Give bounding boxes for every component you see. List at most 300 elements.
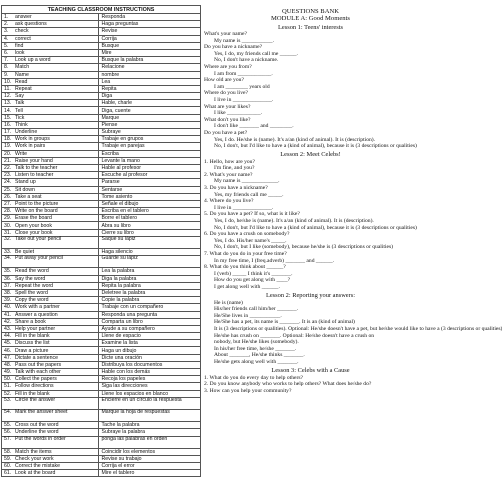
spanish-cell: Haga un dibujo [99,347,201,354]
table-row [2,333,201,340]
row-number: 9. [4,71,9,78]
row-number: 58. [4,448,12,455]
row-number: 20. [4,150,12,157]
english-instruction: Put away your pencil [15,255,63,262]
english-cell [2,470,99,477]
row-number: 48. [4,361,12,368]
english-cell [2,340,99,347]
english-cell [2,256,99,268]
english-cell [2,100,99,107]
english-instruction: Read [15,78,28,85]
row-number: 50. [4,376,12,383]
lesson3-list [204,375,417,395]
spanish-cell: Hable al profesor [99,164,201,171]
table-row [2,369,201,376]
row-number: 4. [4,35,9,42]
spanish-cell: Cierre su libro [99,229,201,236]
row-number: 38. [4,290,12,297]
spanish-cell: Responda una pregunta [99,311,201,318]
english-cell [2,164,99,171]
table-row [2,455,201,462]
table-row [2,318,201,325]
english-instruction: Stand up [15,179,36,186]
spanish-cell: Mire el tablero [99,470,201,477]
row-number: 15. [4,114,12,121]
spanish-cell: Diga, cuente [99,107,201,114]
spanish-cell: Borre el tablero [99,215,201,222]
english-cell [2,333,99,340]
table-row [2,164,201,171]
english-cell [2,354,99,361]
english-instruction: Say the word [15,275,46,282]
table-row [2,121,201,128]
question-line: Yes, I do, my friends call me ______. [214,50,298,57]
english-instruction: Repeat [15,85,32,92]
table-row [2,236,201,248]
spanish-cell: Escriba [99,150,201,157]
english-instruction: correct [15,35,31,42]
question-line: My name is ___________. [214,37,274,44]
question-line: Yes, my friends call me _____. [214,191,284,198]
spanish-cell: Repita la palabra [99,282,201,289]
english-instruction: look [15,50,25,57]
english-instruction: Share a book [15,318,46,325]
english-cell [2,129,99,136]
question-line: 1. Hello, how are you? [204,158,255,165]
table-row [2,383,201,390]
english-cell [2,64,99,71]
row-number: 47. [4,354,12,361]
row-number: 41. [4,311,12,318]
spanish-cell: Siga las direcciones [99,383,201,390]
english-cell [2,436,99,448]
spanish-cell: Haga preguntas [99,21,201,28]
english-cell [2,85,99,92]
english-instruction: Work with a partner [15,304,60,311]
english-cell [2,463,99,470]
question-line: Where do you live? [204,90,248,97]
row-number: 54. [4,408,12,415]
table-row [2,14,201,21]
english-instruction: Circle the answer [15,396,56,403]
table-row [2,215,201,222]
spanish-cell: Busque [99,42,201,49]
questions-bank [204,8,502,394]
spanish-cell: Revise [99,28,201,35]
row-number: 13. [4,100,12,107]
row-number: 56. [4,429,12,436]
row-number: 31. [4,229,12,236]
english-instruction: Copy the word [15,297,49,304]
english-instruction: Raise your hand [15,157,53,164]
english-instruction: Tick [15,114,25,121]
english-instruction: Underline the word [15,429,59,436]
question-line: Do you have a pet? [204,129,248,136]
question-line: Yes, I do, he/she is (name). It's a/an (kind of animal). It is (description). [214,218,374,225]
question-line: He/she gets along well with _______. [214,358,299,365]
spanish-cell: Guarde su lápiz [99,256,201,268]
question-line: In my free time, I (freq.adverb) _______ and ______. [214,257,335,264]
spanish-cell: Dicte una oración [99,354,201,361]
english-instruction: Match the items [15,448,52,455]
spanish-cell: Hable, charle [99,100,201,107]
table-row [2,470,201,477]
question-line: It is (3 descriptions or qualities). Optional: He/she doesn't have a pet, but he/she would like to have a (3 descriptions or qualities) [214,325,502,332]
english-instruction: Spell the word [15,290,48,297]
table-row [2,448,201,455]
table-row [2,193,201,200]
english-instruction: Look up a word [15,57,51,64]
row-number: 29. [4,215,12,222]
row-number: 51. [4,383,12,390]
spanish-cell: Sentarse [99,186,201,193]
bank-title: QUESTIONS BANK [282,8,339,15]
spanish-cell: Llene los espacios en blanco [99,390,201,397]
question-line: 7. What do you do in your free time? [204,251,287,257]
spanish-cell: Revise su trabajo [99,455,201,462]
english-cell [2,268,99,275]
english-cell [2,318,99,325]
english-cell [2,397,99,409]
english-instruction: Talk with each other [15,369,61,376]
lesson2-title: Lesson 2: Meet Celebs! [280,151,341,159]
table-row [2,222,201,229]
spanish-cell: Trabaje con un compañero [99,304,201,311]
english-cell [2,107,99,114]
english-instruction: Draw a picture [15,347,49,354]
question-line: He/She has a pet, its name is _______. It is an (kind of animal) [214,319,355,326]
spanish-cell: Corrija [99,35,201,42]
english-cell [2,311,99,318]
table-row [2,311,201,318]
english-instruction: Take a seat [15,193,42,200]
english-instruction: check [15,28,29,35]
english-cell [2,143,99,150]
table-row [2,78,201,85]
table-row [2,275,201,282]
row-number: 2. [4,21,9,28]
english-cell [2,215,99,222]
english-cell [2,208,99,215]
table-row [2,282,201,289]
table-row [2,289,201,296]
spanish-cell: Marque la hoja de respuestas [99,409,201,421]
spanish-cell: Diga la palabra [99,275,201,282]
english-instruction: Help your partner [15,325,56,332]
english-instruction: Read the word [15,268,49,275]
english-cell [2,383,99,390]
english-cell [2,172,99,179]
english-instruction: Think [15,121,28,128]
row-number: 14. [4,107,12,114]
english-instruction: Discuss the list [15,340,50,347]
english-cell [2,325,99,332]
english-cell [2,200,99,207]
english-instruction: Talk to the teacher [15,165,58,172]
row-number: 42. [4,318,12,325]
spanish-cell: Copie la palabra [99,297,201,304]
question-line: 1. What do you do every day to help others? [204,374,304,381]
row-number: 35. [4,268,12,275]
row-number: 61. [4,470,12,477]
english-cell [2,376,99,383]
english-instruction: Put the words in order [15,435,66,442]
table-row [2,268,201,275]
row-number: 57. [4,435,12,442]
english-cell [2,236,99,248]
table-header-row [2,6,201,14]
row-number: 40. [4,304,12,311]
english-cell [2,78,99,85]
spanish-cell: Responda [99,14,201,21]
row-number: 36. [4,275,12,282]
table-row [2,64,201,71]
table-row [2,186,201,193]
spanish-cell: Marque [99,114,201,121]
english-instruction: Repeat the word [15,282,54,289]
table-row [2,325,201,332]
english-instruction: Talk [15,100,25,107]
question-line: I get along well with ______. [214,283,280,290]
table-row [2,297,201,304]
spanish-cell: Trabaje en grupos [99,136,201,143]
english-cell [2,409,99,421]
spanish-cell: Lea la palabra [99,268,201,275]
question-line: No, I don't, but I'd like to have a (kind of animal), because it is (3 descriptions or qualities) [214,224,417,231]
english-instruction: Cross out the word [15,422,59,429]
table-row [2,35,201,42]
table-row [2,409,201,421]
row-number: 25. [4,186,12,193]
table-row [2,463,201,470]
english-instruction: Name [15,71,29,78]
question-line: I live in ______________. [214,204,274,211]
spanish-cell: Diga [99,93,201,100]
row-number: 28. [4,208,12,215]
lesson1-list [204,31,417,150]
english-cell [2,193,99,200]
row-number: 34. [4,255,12,262]
row-number: 11. [4,85,11,92]
english-instruction: Match [15,64,30,71]
spanish-cell: Abra su libro [99,222,201,229]
english-cell [2,136,99,143]
spanish-cell: Recoja los papeles [99,376,201,383]
english-instruction: Sit down [15,186,35,193]
english-cell [2,57,99,64]
spanish-cell: Relacione [99,64,201,71]
row-number: 37. [4,282,12,289]
english-instruction: Fill in the blank [15,333,50,340]
table-title: TEACHING CLASSROOM INSTRUCTIONS [2,6,201,14]
spanish-cell: Subraye [99,129,201,136]
bank-subtitle: MODULE A: Good Moments [271,15,350,22]
spanish-cell: Corrija el error [99,463,201,470]
spanish-cell: Hable con los demás [99,369,201,376]
english-cell [2,121,99,128]
spanish-cell: Pararse [99,179,201,186]
question-line: 3. Do you have a nickname? [204,185,268,192]
row-number: 18. [4,136,12,143]
table-row [2,172,201,179]
english-instruction: Follow directions [15,383,54,390]
row-number: 8. [4,64,9,71]
spanish-cell: Saque su lápiz [99,236,201,248]
lesson2-report-title: Lesson 2: Reporting your answers: [265,292,356,300]
english-instruction: Listen to teacher [15,172,54,179]
question-line: What don't you like? [204,116,251,123]
spanish-cell: Examine la lista [99,340,201,347]
spanish-cell: Ayude a su compañero [99,325,201,332]
spanish-cell: Trabaje en parejas [99,143,201,150]
question-line: No, I don't, but I like (somebody), because he/she is (3 descriptions or qualities) [214,244,394,251]
table-row [2,71,201,78]
english-instruction: Dictate a sentence [15,354,58,361]
english-instruction: Open your book [15,222,52,229]
question-line: He/she has crush on _______. Optional: He/she doesn't have a crush on [214,332,375,339]
english-cell [2,297,99,304]
english-instruction: Be quiet [15,249,35,256]
english-instruction: Mark the answer sheet [15,408,68,415]
table-row [2,21,201,28]
row-number: 1. [4,14,9,21]
row-number: 59. [4,455,12,462]
table-row [2,354,201,361]
question-line: What's your name? [204,31,247,37]
english-cell [2,150,99,157]
table-row [2,129,201,136]
lesson1-title: Lesson 1: Teens' interests [277,23,343,31]
question-line: Do you have a nickname? [204,44,263,51]
spanish-cell: Haga silencio [99,249,201,256]
english-instruction: Fill in the blank [15,390,50,397]
row-number: 6. [4,50,9,57]
question-line: In his/her free time, he/she _______. [214,345,297,352]
english-cell [2,422,99,429]
question-line: I like ____________. [214,110,263,117]
spanish-cell: Tache la palabra [99,422,201,429]
row-number: 26. [4,193,12,200]
row-number: 39. [4,297,12,304]
table-row [2,143,201,150]
row-number: 19. [4,143,12,150]
english-cell [2,21,99,28]
english-cell [2,179,99,186]
row-number: 53. [4,396,12,403]
english-instruction: Correct the mistake [15,463,60,470]
english-cell [2,14,99,21]
question-line: I don't like _______ and ________. [214,123,294,130]
row-number: 60. [4,463,12,470]
english-cell [2,275,99,282]
table-row [2,179,201,186]
english-instruction: Collect the papers [15,376,57,383]
spanish-cell: nombre [99,71,201,78]
english-instruction: Pass out the papers [15,361,62,368]
english-cell [2,71,99,78]
spanish-cell: Deletree la palabra [99,289,201,296]
row-number: 44. [4,333,12,340]
spanish-cell: Escriba en el tablero [99,208,201,215]
english-instruction: Write on the board [15,208,58,215]
spanish-cell: Busque la palabra [99,57,201,64]
spanish-cell: Piense [99,121,201,128]
english-instruction: Erase the board [15,215,52,222]
table-row [2,157,201,164]
row-number: 10. [4,78,12,85]
table-row [2,49,201,56]
row-number: 30. [4,222,12,229]
row-number: 21. [4,157,12,164]
table-row [2,347,201,354]
row-number: 33. [4,249,12,256]
row-number: 32. [4,235,12,242]
english-instruction: find [15,42,24,49]
english-instruction: Work in groups [15,136,50,143]
spanish-cell: Comparta un libro [99,318,201,325]
row-number: 16. [4,121,12,128]
instructions-panel [1,5,201,477]
instructions-table [1,5,201,477]
english-instruction: Answer a question [15,311,58,318]
question-line: His/her friends call him/her _______. [214,306,299,313]
table-row [2,422,201,429]
table-row [2,93,201,100]
table-row [2,361,201,368]
english-cell [2,347,99,354]
english-cell [2,28,99,35]
question-line: 4. Where do you live? [204,198,254,205]
table-row [2,107,201,114]
english-instruction: ask questions [15,21,47,28]
question-line: 5. Do you have a pet? If so, what is it like? [204,211,300,218]
english-instruction: Say [15,93,24,100]
table-row [2,114,201,121]
english-cell [2,186,99,193]
question-line: He is (name) [214,299,243,306]
question-line: My name is _____________. [214,178,280,185]
english-instruction: Work in pairs [15,143,46,150]
question-line: How do you get along with ____? [214,277,291,284]
english-cell [2,304,99,311]
english-cell [2,282,99,289]
table-row [2,150,201,157]
table-row [2,42,201,49]
table-row [2,200,201,207]
row-number: 55. [4,422,12,429]
spanish-cell: Lea [99,78,201,85]
english-instruction: Point to the picture [15,200,59,207]
row-number: 3. [4,28,9,35]
english-instruction: Look at the board [15,470,56,477]
row-number: 45. [4,340,12,347]
english-cell [2,369,99,376]
spanish-cell: Coincidir los elementos [99,448,201,455]
english-instruction: Tell [15,107,23,114]
table-row [2,208,201,215]
english-cell [2,361,99,368]
table-row [2,397,201,409]
row-number: 23. [4,172,12,179]
table-row [2,340,201,347]
spanish-cell: Escuche al profesor [99,172,201,179]
english-cell [2,35,99,42]
row-number: 52. [4,390,12,397]
english-instruction: answer [15,14,32,21]
table-row [2,57,201,64]
row-number: 43. [4,325,12,332]
question-line: 8. What do you think about ______? [204,264,286,271]
